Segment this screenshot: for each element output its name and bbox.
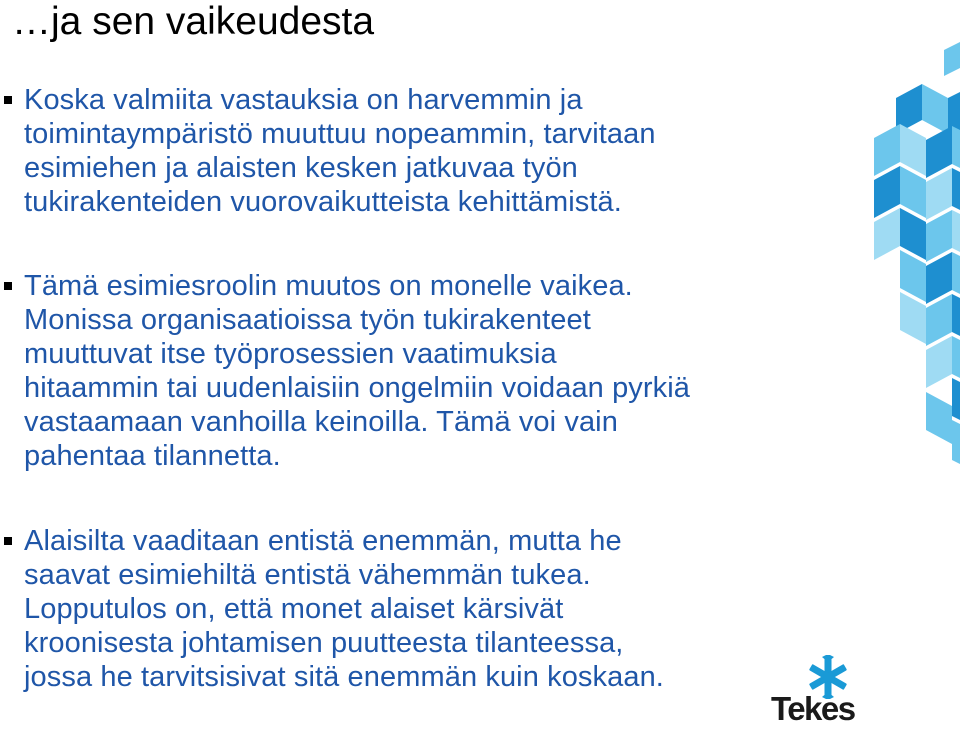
bullet-marker (4, 96, 12, 104)
bullet-3-line-4: kroonisesta johtamisen puutteesta tilanteessa, (24, 627, 624, 659)
bullet-2-line-4: hitaammin tai uudenlaisiin ongelmiin voidaan pyrkiä (24, 372, 691, 404)
bullet-marker (4, 537, 12, 545)
bullet-2-line-5: vastaamaan vanhoilla keinoilla. Tämä voi vain (24, 406, 618, 438)
cube-shapes (874, 42, 960, 464)
bullet-3-line-2: saavat esimiehiltä entistä vähemmän tukea. (24, 559, 591, 591)
tekes-logo (770, 655, 890, 731)
bullet-2-line-2: Monissa organisaatioissa työn tukirakenteet (24, 304, 591, 336)
logo-wordmark: Tekes (771, 690, 855, 727)
bullet-2-line-6: pahentaa tilannetta. (24, 440, 281, 472)
bullet-3-line-3: Lopputulos on, että monet alaiset kärsivät (24, 593, 564, 625)
bullet-marker (4, 282, 12, 290)
bullet-3-line-5: jossa he tarvitsisivat sitä enemmän kuin koskaan. (24, 661, 664, 693)
bullet-1-line-4: tukirakenteiden vuorovaikutteista kehittämistä. (24, 186, 622, 218)
decorative-cube-pattern (860, 40, 960, 470)
page-title: …ja sen vaikeudesta (12, 0, 375, 43)
bullet-2-line-1: Tämä esimiesroolin muutos on monelle vaikea. (24, 270, 633, 302)
bullet-1-line-1: Koska valmiita vastauksia on harvemmin ja (24, 84, 583, 116)
bullet-2-line-3: muuttuvat itse työprosessien vaatimuksia (24, 338, 557, 370)
bullet-1-line-2: toimintaympäristö muuttuu nopeammin, tarvitaan (24, 118, 656, 150)
bullet-3-line-1: Alaisilta vaaditaan entistä enemmän, mutta he (24, 525, 622, 557)
bullet-1-line-3: esimiehen ja alaisten kesken jatkuvaa työn (24, 152, 578, 184)
